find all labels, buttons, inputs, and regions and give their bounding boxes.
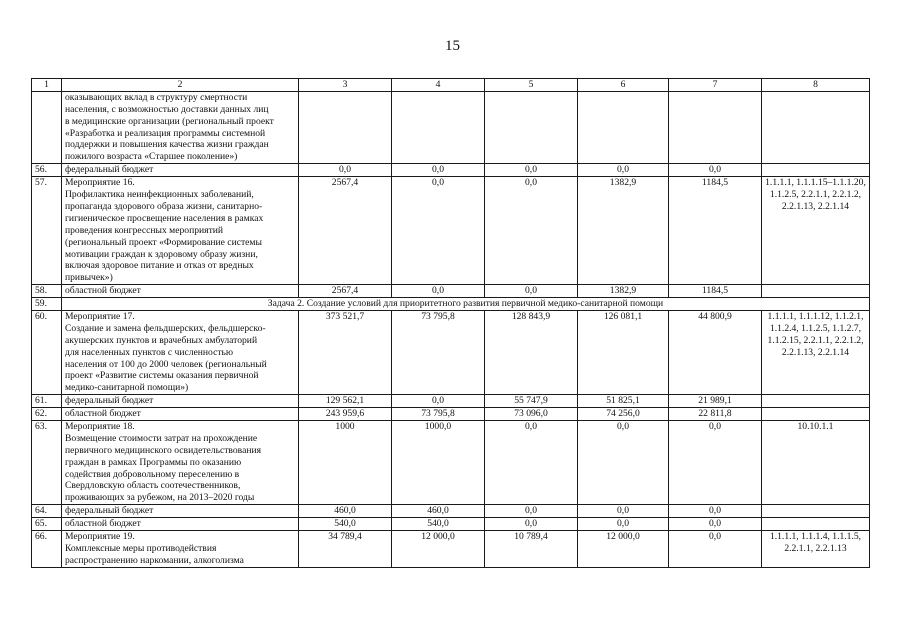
activity-name-line: (региональный проект «Формирование системы xyxy=(65,236,262,248)
activity-name-line: в медицинские организации (региональный проект xyxy=(65,115,274,127)
table-row xyxy=(32,91,870,163)
row-number-cell: 62. xyxy=(32,408,62,421)
row-number-cell: 58. xyxy=(32,285,62,298)
column-number: 6 xyxy=(578,79,669,92)
amount-cell: 0,0 xyxy=(669,518,762,531)
target-codes-cell: 1.1.1.1, 1.1.1.12, 1.1.2.1, 1.1.2.4, 1.1.2.5, 1.1.2.7, 1.1.2.15, 2.2.1.1, 2.2.1.2, 2.2.1.13, 2.2.1.14 xyxy=(762,310,870,394)
budget-table xyxy=(31,78,870,568)
amount-cell: 373 521,7 xyxy=(299,310,392,394)
activity-name-line: для населенных пунктов с численностью xyxy=(65,346,234,358)
activity-name-line: федеральный бюджет xyxy=(65,395,154,407)
activity-name-line: Профилактика неинфекционных заболеваний, xyxy=(65,189,254,201)
activity-name-cell xyxy=(62,310,299,394)
table-row xyxy=(32,395,870,408)
row-number-cell: 66. xyxy=(32,531,62,568)
row-number-cell: 65. xyxy=(32,518,62,531)
amount-cell: 44 800,9 xyxy=(669,310,762,394)
table-row xyxy=(32,518,870,531)
activity-name-line: оказывающих вклад в структуру смертности xyxy=(65,91,248,103)
table-row xyxy=(32,310,870,394)
amount-cell: 0,0 xyxy=(485,421,578,505)
table-row xyxy=(32,505,870,518)
table-body xyxy=(32,79,870,568)
target-codes-cell: 1.1.1.1, 1.1.1.15–1.1.1.20, 1.1.2.5, 2.2.1.1, 2.2.1.2, 2.2.1.13, 2.2.1.14 xyxy=(762,177,870,285)
amount-cell: 0,0 xyxy=(669,531,762,568)
column-number: 2 xyxy=(62,79,299,92)
amount-cell: 0,0 xyxy=(392,285,485,298)
amount-cell xyxy=(392,91,485,163)
activity-name-line: проведения конгрессных мероприятий xyxy=(65,224,224,236)
column-number: 7 xyxy=(669,79,762,92)
table-row xyxy=(32,531,870,568)
page-number: 15 xyxy=(445,38,460,54)
table-row xyxy=(32,421,870,505)
amount-cell: 1000,0 xyxy=(392,421,485,505)
amount-cell: 51 825,1 xyxy=(578,395,669,408)
row-number-cell: 56. xyxy=(32,164,62,177)
amount-cell: 243 959,6 xyxy=(299,408,392,421)
amount-cell: 540,0 xyxy=(299,518,392,531)
amount-cell xyxy=(485,91,578,163)
amount-cell: 73 096,0 xyxy=(485,408,578,421)
amount-cell: 1382,9 xyxy=(578,177,669,285)
amount-cell: 0,0 xyxy=(485,285,578,298)
activity-name-line: Комплексные меры противодействия xyxy=(65,542,217,554)
activity-name-line: первичного медицинского освидетельствования xyxy=(65,444,262,456)
amount-cell: 0,0 xyxy=(392,177,485,285)
activity-name-line: проект «Развитие системы оказания первичной xyxy=(65,370,259,382)
activity-name-line: гигиеническое просвещение населения в рамках xyxy=(65,212,264,224)
activity-name-line: населения от 100 до 2000 человек (региональный xyxy=(65,358,267,370)
table-row xyxy=(32,298,870,311)
table-row xyxy=(32,408,870,421)
table-row xyxy=(32,285,870,298)
amount-cell: 2567,4 xyxy=(299,285,392,298)
activity-name-line: «Разработка и реализация программы системной xyxy=(65,127,266,139)
activity-name-line: Мероприятие 16. xyxy=(65,177,135,189)
amount-cell: 0,0 xyxy=(578,505,669,518)
amount-cell: 0,0 xyxy=(392,164,485,177)
activity-name-line: Создание и замена фельдшерских, фельдшерско- xyxy=(65,322,266,334)
amount-cell: 73 795,8 xyxy=(392,408,485,421)
amount-cell: 21 989,1 xyxy=(669,395,762,408)
amount-cell xyxy=(669,91,762,163)
activity-name-line: Возмещение стоимости затрат на прохождение xyxy=(65,432,258,444)
amount-cell: 460,0 xyxy=(392,505,485,518)
activity-name-line: пожилого возраста «Старшее поколение») xyxy=(65,151,238,163)
amount-cell: 1382,9 xyxy=(578,285,669,298)
amount-cell: 126 081,1 xyxy=(578,310,669,394)
activity-name-line: граждан в рамках Программы по оказанию xyxy=(65,456,242,468)
activity-name-line: включая здоровое питание и отказ от вредных xyxy=(65,260,254,272)
activity-name-line: распространению наркомании, алкоголизма xyxy=(65,554,244,566)
activity-name-line: проживающих за рубежом, на 2013–2020 годы xyxy=(65,492,255,504)
column-number: 1 xyxy=(32,79,62,92)
activity-name-cell xyxy=(62,505,299,518)
table-row xyxy=(32,164,870,177)
activity-name-line: мотивации граждан к здоровому образу жизни, xyxy=(65,248,258,260)
activity-name-line: федеральный бюджет xyxy=(65,164,154,176)
activity-name-line: Свердловскую область соотечественников, xyxy=(65,480,241,492)
amount-cell: 0,0 xyxy=(485,518,578,531)
target-codes-cell xyxy=(762,91,870,163)
activity-name-line: содействия добровольному переселению в xyxy=(65,468,240,480)
activity-name-line: областной бюджет xyxy=(65,408,141,420)
amount-cell: 1184,5 xyxy=(669,285,762,298)
amount-cell: 0,0 xyxy=(578,518,669,531)
activity-name-line: областной бюджет xyxy=(65,285,141,297)
table-row xyxy=(32,177,870,285)
activity-name-cell xyxy=(62,177,299,285)
amount-cell: 73 795,8 xyxy=(392,310,485,394)
amount-cell: 0,0 xyxy=(669,164,762,177)
activity-name-cell xyxy=(62,285,299,298)
activity-name-line: акушерских пунктов и врачебных амбулаторий xyxy=(65,334,258,346)
column-number: 8 xyxy=(762,79,870,92)
activity-name-cell xyxy=(62,531,299,568)
target-codes-cell xyxy=(762,505,870,518)
activity-name-line: поддержки и повышения качества жизни граждан xyxy=(65,139,269,151)
row-number-cell: 63. xyxy=(32,421,62,505)
amount-cell: 0,0 xyxy=(578,164,669,177)
activity-name-line: федеральный бюджет xyxy=(65,505,154,517)
amount-cell: 0,0 xyxy=(669,505,762,518)
amount-cell: 0,0 xyxy=(485,164,578,177)
activity-name-line: населения, с возможностью доставки данных лиц xyxy=(65,103,269,115)
column-number: 4 xyxy=(392,79,485,92)
activity-name-line: Мероприятие 19. xyxy=(65,531,135,543)
row-number-cell: 57. xyxy=(32,177,62,285)
amount-cell: 0,0 xyxy=(485,505,578,518)
amount-cell: 1184,5 xyxy=(669,177,762,285)
target-codes-cell xyxy=(762,408,870,421)
amount-cell: 34 789,4 xyxy=(299,531,392,568)
amount-cell: 0,0 xyxy=(669,421,762,505)
amount-cell: 128 843,9 xyxy=(485,310,578,394)
activity-name-cell xyxy=(62,421,299,505)
activity-name-line: медико-санитарной помощи») xyxy=(65,382,189,394)
row-number-cell: 64. xyxy=(32,505,62,518)
activity-name-line: Мероприятие 17. xyxy=(65,310,135,322)
amount-cell: 540,0 xyxy=(392,518,485,531)
target-codes-cell xyxy=(762,395,870,408)
amount-cell: 12 000,0 xyxy=(578,531,669,568)
amount-cell: 460,0 xyxy=(299,505,392,518)
target-codes-cell xyxy=(762,164,870,177)
amount-cell xyxy=(299,91,392,163)
target-codes-cell xyxy=(762,518,870,531)
amount-cell: 1000 xyxy=(299,421,392,505)
amount-cell xyxy=(578,91,669,163)
amount-cell: 12 000,0 xyxy=(392,531,485,568)
target-codes-cell: 1.1.1.1, 1.1.1.4, 1.1.1.5, 2.2.1.1, 2.2.1.13 xyxy=(762,531,870,568)
activity-name-cell xyxy=(62,518,299,531)
activity-name-cell xyxy=(62,395,299,408)
amount-cell: 0,0 xyxy=(578,421,669,505)
amount-cell: 10 789,4 xyxy=(485,531,578,568)
row-number-cell xyxy=(32,91,62,163)
amount-cell: 2567,4 xyxy=(299,177,392,285)
activity-name-line: пропаганда здорового образа жизни, санитарно- xyxy=(65,200,263,212)
row-number-cell: 61. xyxy=(32,395,62,408)
amount-cell: 0,0 xyxy=(392,395,485,408)
row-number-cell: 59. xyxy=(32,298,62,311)
row-number-cell: 60. xyxy=(32,310,62,394)
amount-cell: 74 256,0 xyxy=(578,408,669,421)
activity-name-cell xyxy=(62,91,299,163)
column-number-row xyxy=(32,79,870,92)
amount-cell: 0,0 xyxy=(299,164,392,177)
target-codes-cell: 10.10.1.1 xyxy=(762,421,870,505)
amount-cell: 22 811,8 xyxy=(669,408,762,421)
amount-cell: 55 747,9 xyxy=(485,395,578,408)
activity-name-line: областной бюджет xyxy=(65,518,141,530)
amount-cell: 0,0 xyxy=(485,177,578,285)
activity-name-cell xyxy=(62,408,299,421)
column-number: 3 xyxy=(299,79,392,92)
task-heading-cell: Задача 2. Создание условий для приоритетного развития первичной медико-санитарной помощи xyxy=(62,298,870,311)
activity-name-line: Мероприятие 18. xyxy=(65,421,135,433)
target-codes-cell xyxy=(762,285,870,298)
column-number: 5 xyxy=(485,79,578,92)
activity-name-line: привычек») xyxy=(65,272,113,284)
activity-name-cell xyxy=(62,164,299,177)
amount-cell: 129 562,1 xyxy=(299,395,392,408)
